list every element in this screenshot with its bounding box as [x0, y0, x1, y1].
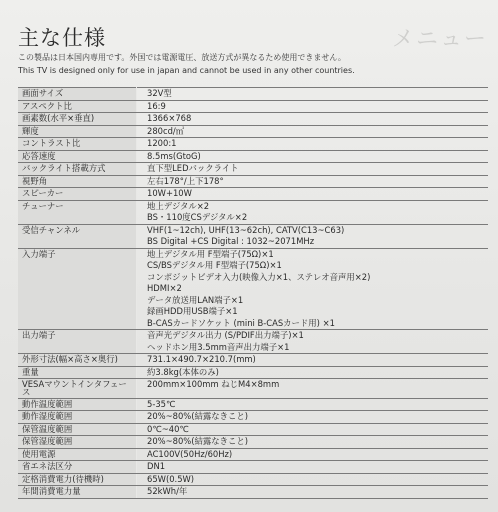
spec-value-cell	[137, 423, 489, 436]
spec-row	[18, 188, 488, 201]
spec-row	[18, 113, 488, 126]
spec-value: 直下型LEDバックライト	[147, 163, 239, 173]
spec-value: 32V型	[147, 88, 172, 98]
spec-value: DN1	[147, 461, 166, 472]
spec-value-cell	[137, 398, 489, 411]
spec-value: BS・110度CSデジタル×2	[147, 212, 248, 222]
spec-value-cell	[137, 354, 489, 367]
spec-value: 65W(0.5W)	[147, 473, 195, 484]
spec-value: 録画HDD用USB端子×1	[147, 306, 238, 316]
spec-value: ヘッドホン用3.5mm音声出力端子×1	[147, 341, 290, 352]
spec-value-cell	[137, 188, 489, 201]
spec-value: AC100V(50Hz/60Hz)	[147, 448, 233, 459]
spec-value-cell	[137, 125, 489, 138]
spec-table	[18, 87, 488, 499]
spec-value-cell	[137, 366, 489, 379]
spec-value-cell	[137, 436, 489, 449]
spec-value-cell	[137, 224, 489, 248]
spec-row	[18, 436, 488, 449]
spec-value: 16:9	[147, 100, 166, 111]
spec-value: 280cd/㎡	[147, 125, 185, 136]
spec-label: 動作湿度範囲	[18, 411, 137, 424]
spec-value-cell	[137, 379, 489, 399]
spec-value-cell	[137, 113, 489, 126]
note-japanese: この製品は日本国内専用です。外国では電源電圧、放送方式が異なるため使用できません。	[18, 53, 346, 62]
spec-row	[18, 138, 488, 151]
spec-label: バックライト搭載方式	[18, 163, 137, 176]
spec-label: スピーカー	[18, 188, 137, 201]
spec-row	[18, 224, 488, 248]
spec-label: 保管温度範囲	[18, 423, 137, 436]
spec-label: 画面サイズ	[18, 88, 137, 101]
spec-label: 保管湿度範囲	[18, 436, 137, 449]
spec-row	[18, 354, 488, 367]
spec-row	[18, 330, 488, 354]
spec-label: チューナー	[18, 200, 137, 224]
spec-row	[18, 88, 488, 101]
spec-row	[18, 366, 488, 379]
spec-label: 輝度	[18, 125, 137, 138]
spec-value: 8.5ms(GtoG)	[147, 150, 201, 161]
spec-row	[18, 448, 488, 461]
spec-label: アスペクト比	[18, 100, 137, 113]
spec-value: 地上デジタル×2	[147, 200, 210, 211]
spec-label: 外形寸法(幅×高さ×奥行)	[18, 354, 137, 367]
bleed-through-text: メニュー	[391, 27, 488, 52]
spec-value: 1366×768	[147, 113, 192, 123]
spec-row	[18, 100, 488, 113]
spec-label: コントラスト比	[18, 138, 137, 151]
spec-row	[18, 125, 488, 138]
spec-label: 応答速度	[18, 150, 137, 163]
spec-label: 入力端子	[18, 248, 137, 330]
spec-row	[18, 411, 488, 424]
spec-value-cell	[137, 138, 489, 151]
spec-label: 動作温度範囲	[18, 398, 137, 411]
spec-value-cell	[137, 200, 489, 224]
spec-label: 視野角	[18, 175, 137, 188]
spec-value-cell	[137, 88, 489, 101]
spec-row	[18, 163, 488, 176]
spec-value-cell	[137, 150, 489, 163]
spec-value: HDMI×2	[147, 283, 182, 293]
spec-label: 年間消費電力量	[18, 486, 137, 499]
spec-value: VHF(1~12ch), UHF(13~62ch), CATV(C13~C63)	[147, 224, 345, 235]
spec-row	[18, 175, 488, 188]
spec-value: 731.1×490.7×210.7(mm)	[147, 354, 256, 364]
spec-label: VESAマウントインタフェース	[18, 379, 137, 399]
spec-label: 出力端子	[18, 330, 137, 354]
spec-value: 52kWh/年	[147, 486, 188, 497]
spec-row	[18, 379, 488, 399]
spec-value: 20%~80%(結露なきこと)	[147, 411, 249, 422]
spec-value: 約3.8kg(本体のみ)	[147, 366, 219, 377]
spec-row	[18, 398, 488, 411]
spec-value-cell	[137, 100, 489, 113]
spec-label: 重量	[18, 366, 137, 379]
spec-row	[18, 486, 488, 499]
spec-row	[18, 461, 488, 474]
spec-value: CS/BSデジタル用 F型端子(75Ω)×1	[147, 260, 282, 270]
spec-value: 20%~80%(結露なきこと)	[147, 436, 249, 447]
spec-value-cell	[137, 473, 489, 486]
spec-value: データ放送用LAN端子×1	[147, 294, 244, 305]
spec-value-cell	[137, 448, 489, 461]
spec-row	[18, 423, 488, 436]
spec-value-cell	[137, 461, 489, 474]
spec-label: 画素数(水平×垂直)	[18, 113, 137, 126]
spec-label: 受信チャンネル	[18, 224, 137, 248]
spec-label: 省エネ法区分	[18, 461, 137, 474]
spec-value-cell	[137, 330, 489, 354]
spec-value: 0℃~40℃	[147, 423, 189, 434]
spec-value: B-CASカードソケット (mini B-CASカード用) ×1	[147, 317, 335, 328]
spec-value-cell	[137, 248, 489, 330]
spec-value: 10W+10W	[147, 188, 192, 198]
spec-value-cell	[137, 175, 489, 188]
spec-row	[18, 150, 488, 163]
spec-value: コンポジットビデオ入力(映像入力×1、ステレオ音声用×2)	[147, 271, 371, 282]
spec-value: 地上デジタル用 F型端子(75Ω)×1	[147, 248, 274, 259]
spec-table-body	[18, 88, 488, 499]
spec-value: 200mm×100mm ねじM4×8mm	[147, 379, 280, 389]
page-title: 主な仕様	[18, 26, 106, 50]
spec-label: 使用電源	[18, 448, 137, 461]
spec-value: 5-35℃	[147, 398, 176, 409]
note-english: This TV is designed only for use in japan and cannot be used in any other countries.	[18, 66, 355, 75]
spec-row	[18, 473, 488, 486]
spec-value: 1200:1	[147, 138, 177, 148]
spec-value: BS Digital +CS Digital : 1032~2071MHz	[147, 236, 315, 246]
spec-value-cell	[137, 411, 489, 424]
spec-value-cell	[137, 486, 489, 499]
spec-row	[18, 248, 488, 330]
spec-value: 左右178°/上下178°	[147, 175, 224, 186]
spec-label: 定格消費電力(待機時)	[18, 473, 137, 486]
spec-row	[18, 200, 488, 224]
spec-value-cell	[137, 163, 489, 176]
spec-value: 音声光デジタル出力 (S/PDIF出力端子)×1	[147, 330, 304, 340]
